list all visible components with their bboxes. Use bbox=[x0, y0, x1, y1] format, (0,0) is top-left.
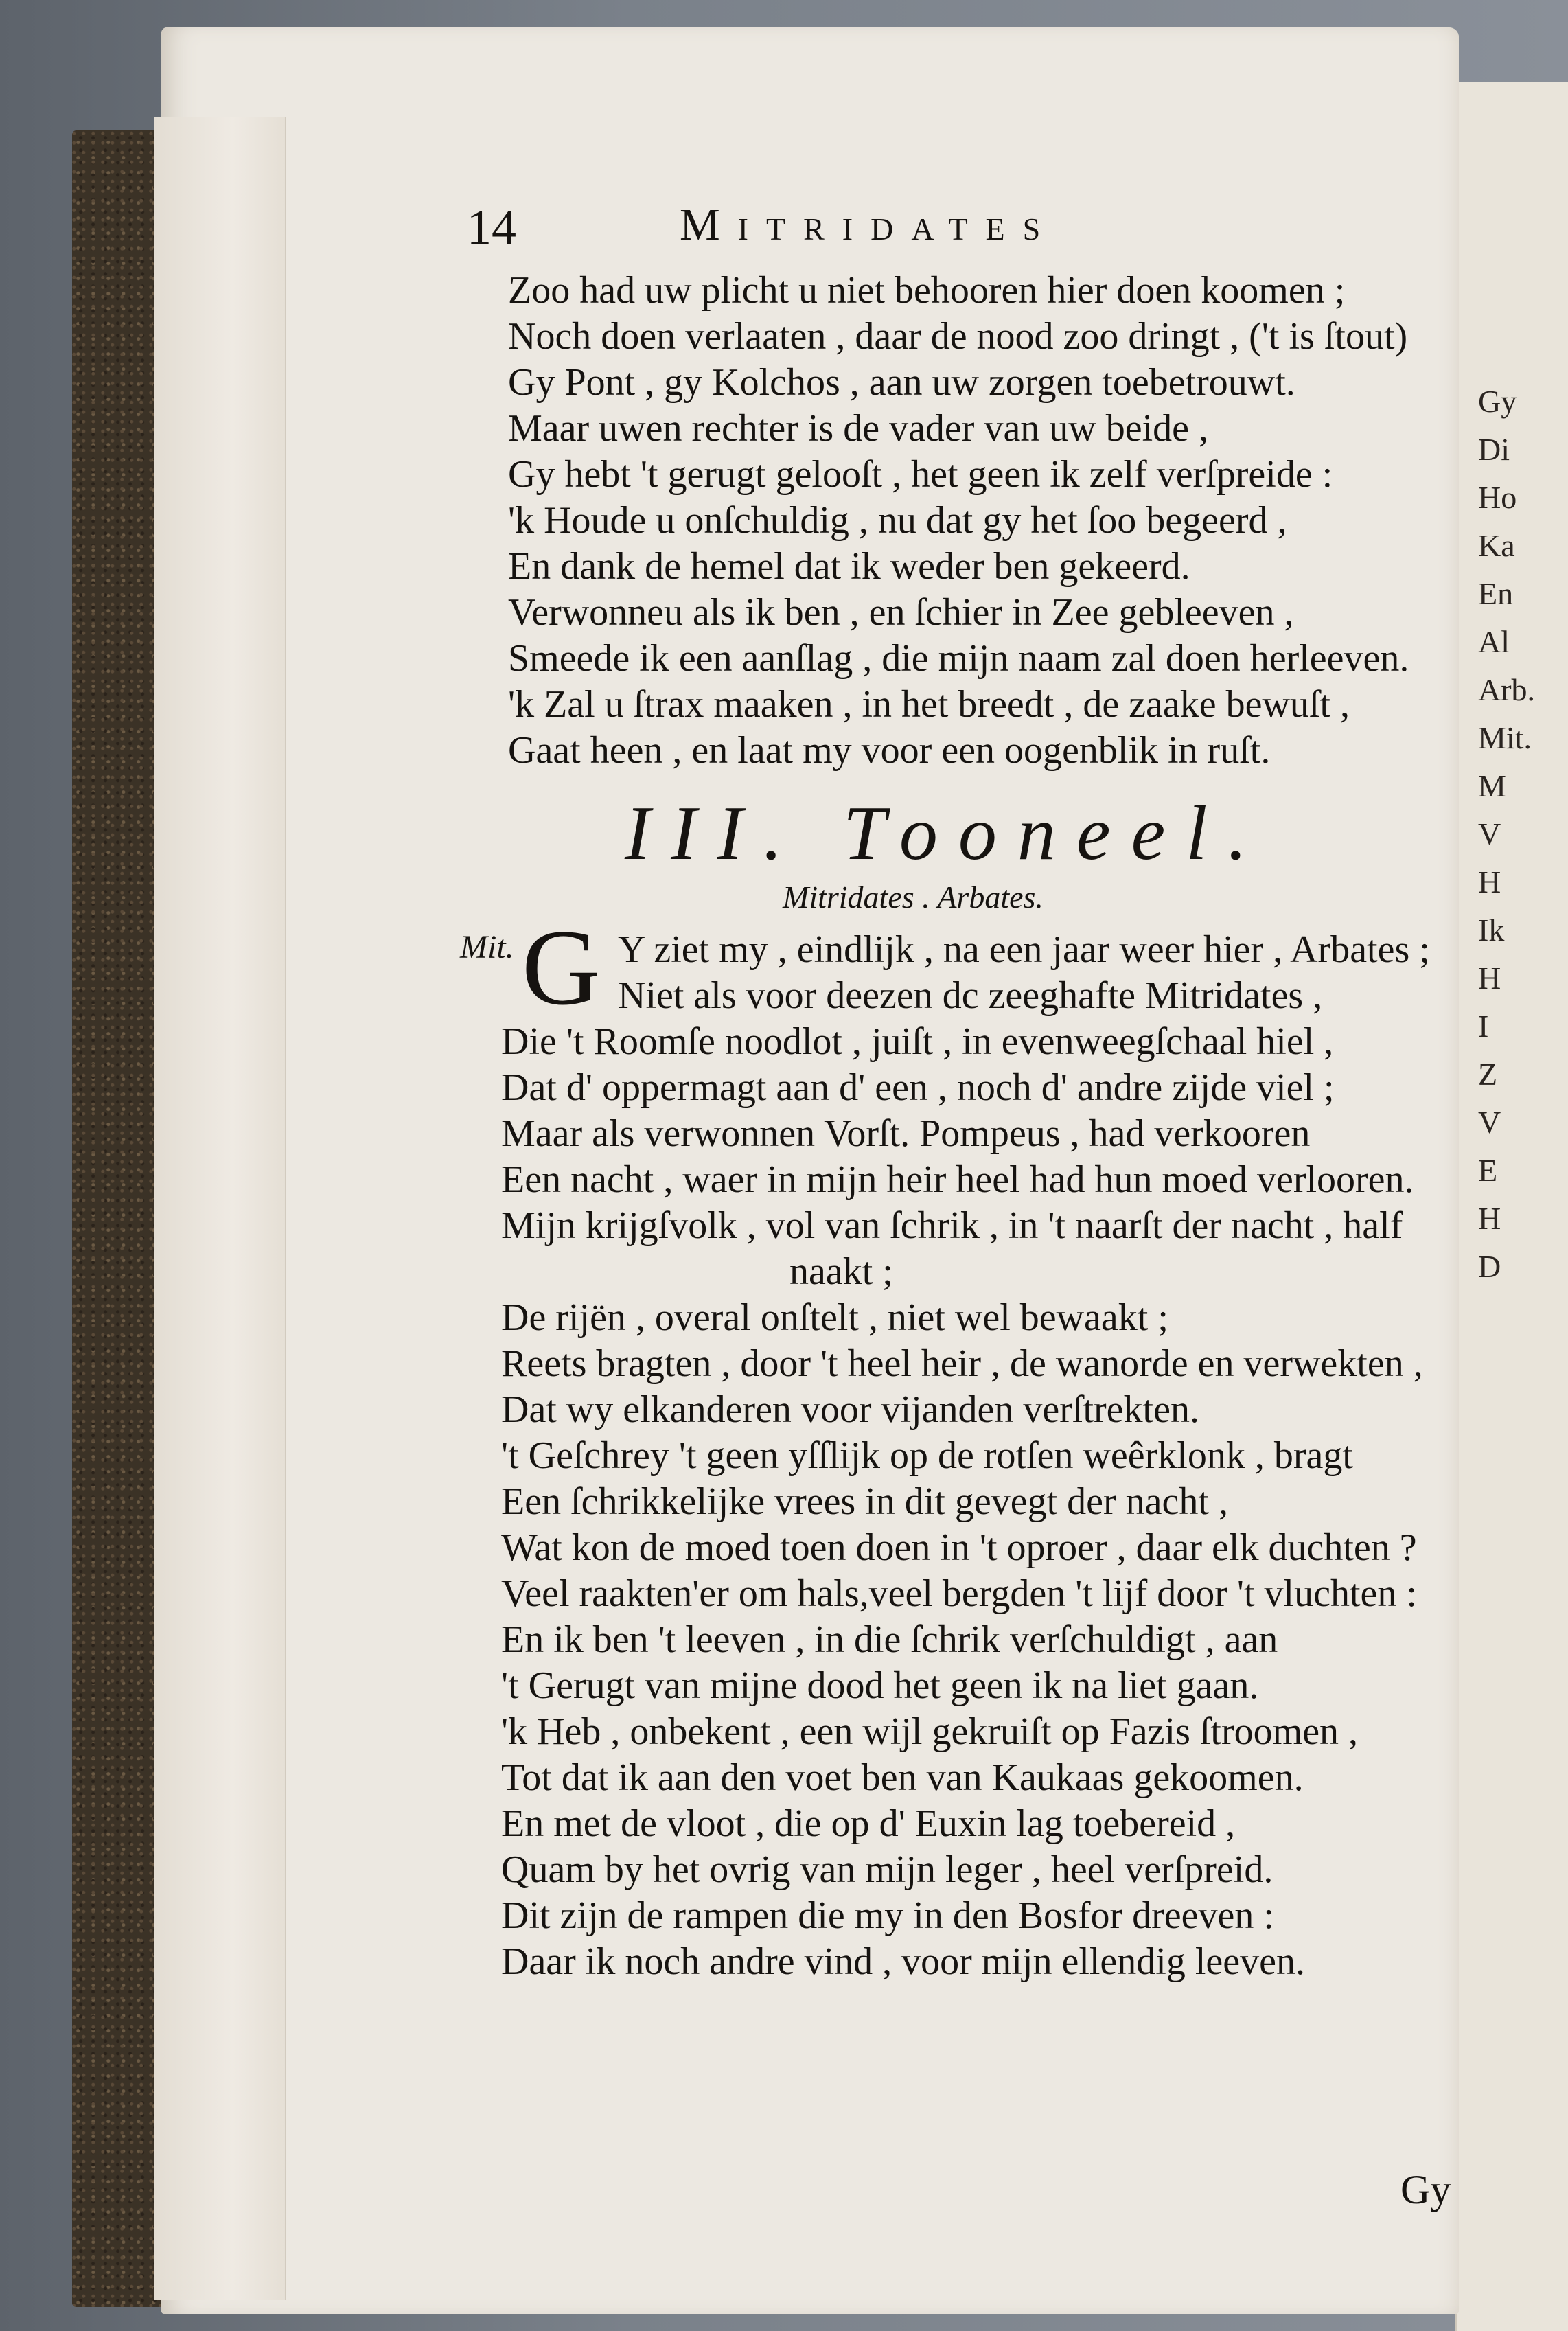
verse-line: Tot dat ik aan den voet ben van Kaukaas gekoomen. bbox=[501, 1756, 1304, 1799]
facing-page-edge-text: Gy Di Ho Ka En Al Arb. Mit. M V H Ik H I Z V E H D bbox=[1478, 384, 1536, 1284]
speaker-label: Mit. bbox=[460, 929, 514, 965]
page-number: 14 bbox=[467, 200, 516, 255]
verse-line: Verwonneu als ik ben , en ſchier in Zee gebleeven , bbox=[508, 591, 1294, 634]
verse-line: Maar als verwonnen Vorſt. Pompeus , had verkooren bbox=[501, 1112, 1311, 1155]
verse-line: Dat wy elkanderen voor vijanden verſtrekten. bbox=[501, 1388, 1199, 1431]
verse-line: Daar ik noch andre vind , voor mijn ellendig leeven. bbox=[501, 1940, 1305, 1983]
verse-line: 'k Zal u ſtrax maaken , in het breedt , de zaake bewuſt , bbox=[508, 683, 1350, 726]
verse-line: En dank de hemel dat ik weder ben gekeerd. bbox=[508, 545, 1190, 588]
verse-line: Quam by het ovrig van mijn leger , heel verſpreid. bbox=[501, 1848, 1273, 1891]
page-text bbox=[439, 185, 1469, 2212]
verse-line: naakt ; bbox=[789, 1250, 893, 1293]
verse-block-scene bbox=[501, 927, 1430, 1985]
verse-line: Zoo had uw plicht u niet behooren hier doen koomen ; bbox=[508, 269, 1346, 312]
verse-line: 'k Heb , onbekent , een wijl gekruiſt op Fazis ſtroomen , bbox=[501, 1710, 1359, 1753]
verse-line: Smeede ik een aanſlag , die mijn naam zal doen herleeven. bbox=[508, 637, 1409, 680]
facing-page bbox=[1455, 82, 1568, 2331]
verse-line: Niet als voor deezen dc zeeghafte Mitridates , bbox=[618, 974, 1323, 1017]
verse-line: Wat kon de moed toen doen in 't oproer , daar elk duchten ? bbox=[501, 1526, 1417, 1569]
verse-line: Een ſchrikkelijke vrees in dit gevegt der nacht , bbox=[501, 1480, 1228, 1523]
page-leaf-edges bbox=[154, 117, 286, 2300]
verse-line: 't Geſchrey 't geen yſſlijk op de rotſen weêrklonk , bragt bbox=[501, 1434, 1353, 1477]
verse-line: De rijën , overal onſtelt , niet wel bewaakt ; bbox=[501, 1296, 1168, 1339]
verse-line: Dit zijn de rampen die my in den Bosfor dreeven : bbox=[501, 1894, 1274, 1937]
verse-line: En met de vloot , die op d' Euxin lag toebereid , bbox=[501, 1802, 1236, 1845]
running-header bbox=[439, 185, 1469, 261]
scene-title: III. Tooneel. bbox=[625, 791, 1268, 876]
scene-characters: Mitridates . Arbates. bbox=[783, 880, 1044, 915]
verse-line: Gaat heen , en laat my voor een oogenblik in ruſt. bbox=[508, 729, 1271, 772]
verse-line: Y ziet my , eindlijk , na een jaar weer hier , Arbates ; bbox=[618, 928, 1430, 971]
verse-line: Reets bragten , door 't heel heir , de wanorde en verwekten , bbox=[501, 1342, 1423, 1385]
catchword: Gy bbox=[1400, 2167, 1451, 2212]
verse-line: Gy Pont , gy Kolchos , aan uw zorgen toebetrouwt. bbox=[508, 361, 1295, 404]
verse-line: Die 't Roomſe noodlot , juiſt , in evenweegſchaal hiel , bbox=[501, 1020, 1334, 1063]
verse-line: Veel raakten'er om hals,veel bergden 't lijf door 't vluchten : bbox=[501, 1572, 1417, 1615]
verse-block-top bbox=[508, 268, 1409, 774]
verse-line: 'k Houde u onſchuldig , nu dat gy het ſoo begeerd , bbox=[508, 499, 1287, 542]
verse-line: Noch doen verlaaten , daar de nood zoo dringt , ('t is ſtout) bbox=[508, 315, 1408, 358]
verse-line: Maar uwen rechter is de vader van uw beide , bbox=[508, 407, 1209, 450]
verse-line: En ik ben 't leeven , in die ſchrik verſchuldigt , aan bbox=[501, 1618, 1278, 1661]
verse-line: Een nacht , waer in mijn heir heel had hun moed verlooren. bbox=[501, 1158, 1414, 1201]
verse-line: Dat d' oppermagt aan d' een , noch d' andre zijde viel ; bbox=[501, 1066, 1335, 1109]
running-title: Mitridates bbox=[680, 200, 1059, 250]
verse-line: Gy hebt 't gerugt gelooſt , het geen ik zelf verſpreide : bbox=[508, 453, 1333, 496]
verse-line: 't Gerugt van mijne dood het geen ik na liet gaan. bbox=[501, 1664, 1259, 1707]
verse-line: Mijn krijgſvolk , vol van ſchrik , in 't naarſt der nacht , half bbox=[501, 1204, 1403, 1247]
drop-cap: G bbox=[522, 908, 601, 1028]
